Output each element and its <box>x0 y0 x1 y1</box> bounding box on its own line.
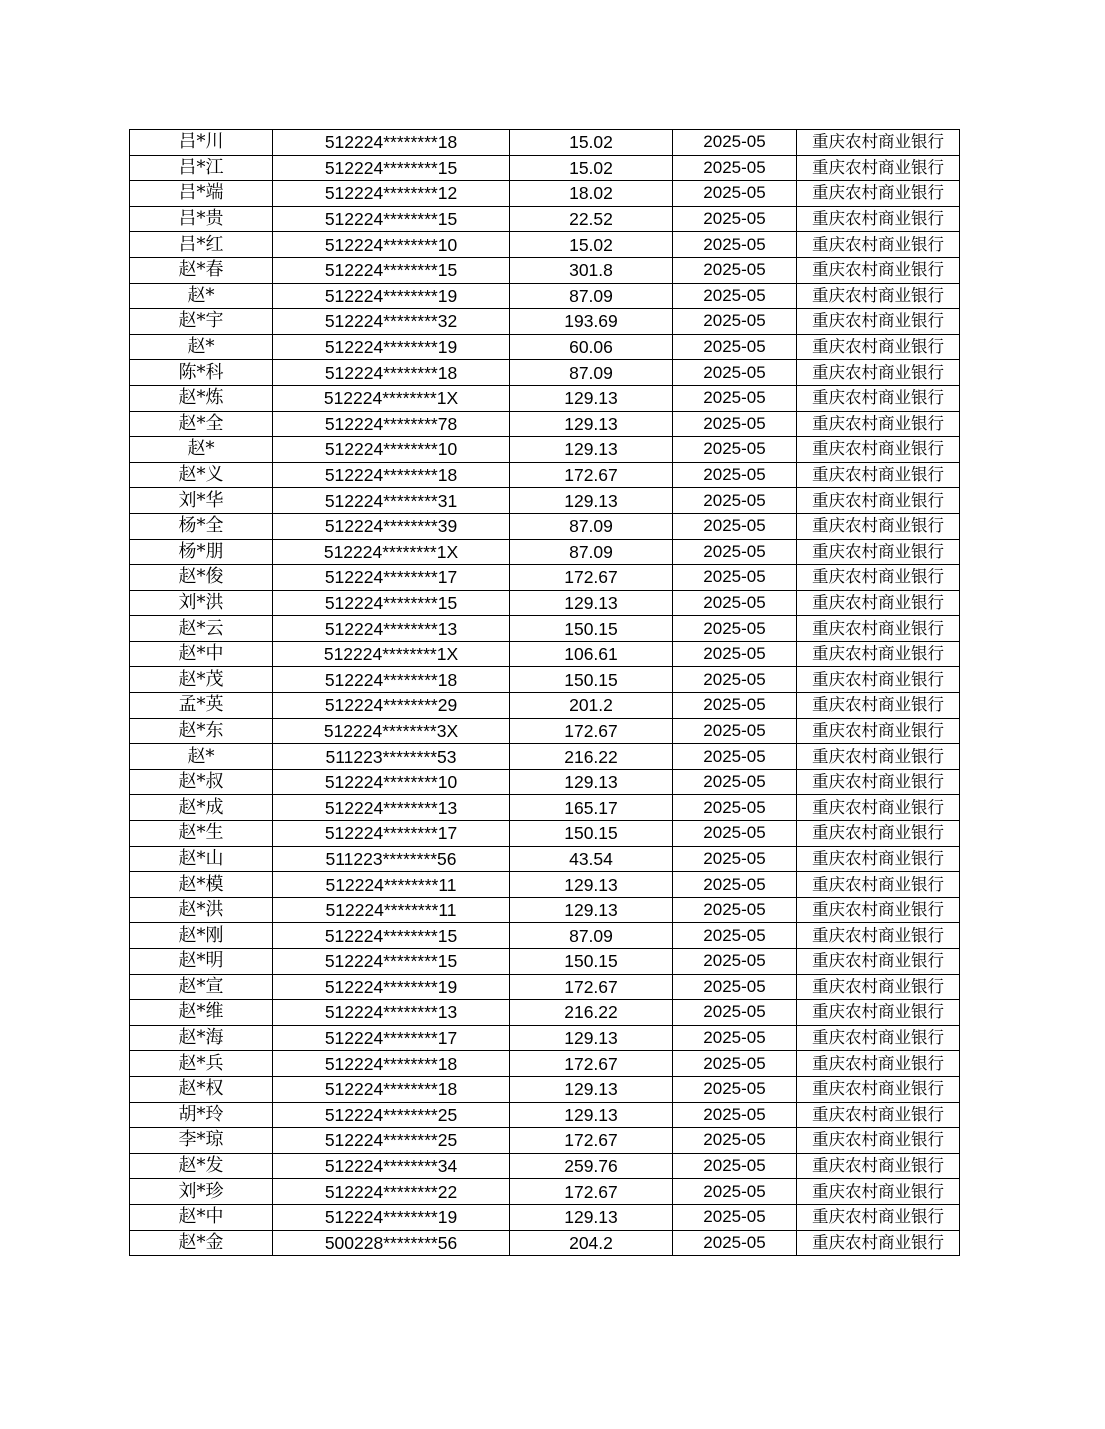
cell-bank: 重庆农村商业银行 <box>797 360 960 386</box>
cell-name: 赵*中 <box>130 641 273 667</box>
cell-id-number: 511223********53 <box>273 744 510 770</box>
cell-period: 2025-05 <box>673 821 797 847</box>
cell-period: 2025-05 <box>673 155 797 181</box>
cell-period: 2025-05 <box>673 949 797 975</box>
cell-amount: 129.13 <box>510 1102 673 1128</box>
cell-name: 赵*权 <box>130 1076 273 1102</box>
cell-amount: 150.15 <box>510 616 673 642</box>
table-row <box>130 846 960 872</box>
cell-name: 胡*玲 <box>130 1102 273 1128</box>
cell-period: 2025-05 <box>673 744 797 770</box>
cell-bank: 重庆农村商业银行 <box>797 949 960 975</box>
cell-bank: 重庆农村商业银行 <box>797 821 960 847</box>
cell-name: 孟*英 <box>130 693 273 719</box>
cell-amount: 150.15 <box>510 949 673 975</box>
cell-bank: 重庆农村商业银行 <box>797 590 960 616</box>
cell-bank: 重庆农村商业银行 <box>797 872 960 898</box>
cell-amount: 172.67 <box>510 1128 673 1154</box>
cell-id-number: 500228********56 <box>273 1230 510 1256</box>
cell-name: 吕*江 <box>130 155 273 181</box>
table-row <box>130 565 960 591</box>
subsidy-table-page <box>129 129 960 1256</box>
cell-id-number: 512224********10 <box>273 437 510 463</box>
cell-amount: 129.13 <box>510 1076 673 1102</box>
table-row <box>130 1204 960 1230</box>
cell-bank: 重庆农村商业银行 <box>797 923 960 949</box>
table-row <box>130 769 960 795</box>
cell-bank: 重庆农村商业银行 <box>797 539 960 565</box>
cell-name: 赵* <box>130 744 273 770</box>
cell-bank: 重庆农村商业银行 <box>797 1128 960 1154</box>
cell-name: 赵*金 <box>130 1230 273 1256</box>
cell-bank: 重庆农村商业银行 <box>797 155 960 181</box>
cell-period: 2025-05 <box>673 667 797 693</box>
cell-period: 2025-05 <box>673 718 797 744</box>
cell-period: 2025-05 <box>673 1128 797 1154</box>
cell-amount: 15.02 <box>510 232 673 258</box>
table-row <box>130 641 960 667</box>
cell-name: 赵*叔 <box>130 769 273 795</box>
cell-id-number: 512224********15 <box>273 206 510 232</box>
cell-bank: 重庆农村商业银行 <box>797 693 960 719</box>
cell-bank: 重庆农村商业银行 <box>797 462 960 488</box>
table-row <box>130 821 960 847</box>
cell-name: 吕*川 <box>130 130 273 156</box>
table-row <box>130 360 960 386</box>
cell-amount: 172.67 <box>510 1051 673 1077</box>
cell-period: 2025-05 <box>673 385 797 411</box>
cell-name: 赵*全 <box>130 411 273 437</box>
cell-id-number: 512224********18 <box>273 1076 510 1102</box>
cell-name: 陈*科 <box>130 360 273 386</box>
cell-amount: 129.13 <box>510 437 673 463</box>
cell-period: 2025-05 <box>673 462 797 488</box>
cell-period: 2025-05 <box>673 360 797 386</box>
table-row <box>130 1051 960 1077</box>
table-row <box>130 923 960 949</box>
cell-period: 2025-05 <box>673 974 797 1000</box>
cell-bank: 重庆农村商业银行 <box>797 385 960 411</box>
cell-amount: 87.09 <box>510 283 673 309</box>
cell-name: 杨*全 <box>130 513 273 539</box>
cell-name: 赵*海 <box>130 1025 273 1051</box>
table-row <box>130 1179 960 1205</box>
cell-amount: 150.15 <box>510 667 673 693</box>
cell-name: 赵*宇 <box>130 309 273 335</box>
cell-amount: 172.67 <box>510 718 673 744</box>
cell-period: 2025-05 <box>673 795 797 821</box>
cell-period: 2025-05 <box>673 488 797 514</box>
cell-period: 2025-05 <box>673 181 797 207</box>
cell-id-number: 512224********10 <box>273 232 510 258</box>
cell-name: 赵*成 <box>130 795 273 821</box>
cell-bank: 重庆农村商业银行 <box>797 846 960 872</box>
cell-name: 赵*茂 <box>130 667 273 693</box>
cell-name: 赵*兵 <box>130 1051 273 1077</box>
cell-bank: 重庆农村商业银行 <box>797 1102 960 1128</box>
cell-name: 赵*义 <box>130 462 273 488</box>
cell-period: 2025-05 <box>673 1204 797 1230</box>
table-row <box>130 897 960 923</box>
cell-bank: 重庆农村商业银行 <box>797 488 960 514</box>
cell-id-number: 512224********19 <box>273 334 510 360</box>
cell-amount: 15.02 <box>510 155 673 181</box>
cell-bank: 重庆农村商业银行 <box>797 1230 960 1256</box>
table-row <box>130 334 960 360</box>
cell-name: 赵*刚 <box>130 923 273 949</box>
cell-id-number: 511223********56 <box>273 846 510 872</box>
cell-id-number: 512224********25 <box>273 1102 510 1128</box>
cell-amount: 301.8 <box>510 257 673 283</box>
table-row <box>130 1000 960 1026</box>
table-row <box>130 181 960 207</box>
cell-amount: 129.13 <box>510 385 673 411</box>
cell-amount: 87.09 <box>510 539 673 565</box>
table-row <box>130 590 960 616</box>
cell-amount: 87.09 <box>510 360 673 386</box>
cell-id-number: 512224********13 <box>273 616 510 642</box>
cell-name: 吕*贵 <box>130 206 273 232</box>
cell-bank: 重庆农村商业银行 <box>797 1076 960 1102</box>
cell-amount: 172.67 <box>510 974 673 1000</box>
cell-id-number: 512224********31 <box>273 488 510 514</box>
table-row <box>130 437 960 463</box>
cell-id-number: 512224********29 <box>273 693 510 719</box>
cell-period: 2025-05 <box>673 1025 797 1051</box>
cell-id-number: 512224********78 <box>273 411 510 437</box>
cell-name: 赵*明 <box>130 949 273 975</box>
cell-amount: 129.13 <box>510 1025 673 1051</box>
table-row <box>130 974 960 1000</box>
cell-bank: 重庆农村商业银行 <box>797 795 960 821</box>
cell-amount: 60.06 <box>510 334 673 360</box>
cell-amount: 129.13 <box>510 411 673 437</box>
cell-id-number: 512224********18 <box>273 360 510 386</box>
table-row <box>130 257 960 283</box>
cell-bank: 重庆农村商业银行 <box>797 616 960 642</box>
cell-name: 赵* <box>130 437 273 463</box>
cell-id-number: 512224********12 <box>273 181 510 207</box>
cell-bank: 重庆农村商业银行 <box>797 744 960 770</box>
table-row <box>130 513 960 539</box>
table-row <box>130 667 960 693</box>
cell-id-number: 512224********10 <box>273 769 510 795</box>
table-body <box>130 130 960 1256</box>
cell-amount: 193.69 <box>510 309 673 335</box>
cell-period: 2025-05 <box>673 257 797 283</box>
cell-bank: 重庆农村商业银行 <box>797 565 960 591</box>
cell-id-number: 512224********13 <box>273 1000 510 1026</box>
cell-bank: 重庆农村商业银行 <box>797 641 960 667</box>
cell-bank: 重庆农村商业银行 <box>797 437 960 463</box>
cell-id-number: 512224********15 <box>273 257 510 283</box>
table-row <box>130 1153 960 1179</box>
cell-name: 刘*华 <box>130 488 273 514</box>
cell-id-number: 512224********18 <box>273 667 510 693</box>
cell-amount: 216.22 <box>510 1000 673 1026</box>
table-row <box>130 488 960 514</box>
cell-amount: 129.13 <box>510 590 673 616</box>
cell-id-number: 512224********17 <box>273 821 510 847</box>
cell-name: 赵*春 <box>130 257 273 283</box>
cell-id-number: 512224********17 <box>273 565 510 591</box>
cell-bank: 重庆农村商业银行 <box>797 897 960 923</box>
cell-period: 2025-05 <box>673 923 797 949</box>
cell-amount: 259.76 <box>510 1153 673 1179</box>
cell-id-number: 512224********32 <box>273 309 510 335</box>
cell-amount: 129.13 <box>510 1204 673 1230</box>
cell-bank: 重庆农村商业银行 <box>797 1204 960 1230</box>
cell-bank: 重庆农村商业银行 <box>797 181 960 207</box>
cell-id-number: 512224********15 <box>273 923 510 949</box>
cell-bank: 重庆农村商业银行 <box>797 1179 960 1205</box>
cell-amount: 216.22 <box>510 744 673 770</box>
cell-period: 2025-05 <box>673 1153 797 1179</box>
table-row <box>130 206 960 232</box>
cell-amount: 43.54 <box>510 846 673 872</box>
cell-id-number: 512224********39 <box>273 513 510 539</box>
cell-name: 赵*中 <box>130 1204 273 1230</box>
cell-id-number: 512224********19 <box>273 974 510 1000</box>
cell-bank: 重庆农村商业银行 <box>797 283 960 309</box>
cell-period: 2025-05 <box>673 565 797 591</box>
table-row <box>130 155 960 181</box>
cell-id-number: 512224********15 <box>273 155 510 181</box>
cell-name: 赵*宣 <box>130 974 273 1000</box>
cell-amount: 172.67 <box>510 565 673 591</box>
cell-period: 2025-05 <box>673 1000 797 1026</box>
cell-id-number: 512224********22 <box>273 1179 510 1205</box>
cell-amount: 129.13 <box>510 769 673 795</box>
cell-name: 赵*维 <box>130 1000 273 1026</box>
cell-id-number: 512224********1X <box>273 641 510 667</box>
cell-name: 吕*端 <box>130 181 273 207</box>
cell-period: 2025-05 <box>673 1102 797 1128</box>
cell-name: 赵*俊 <box>130 565 273 591</box>
cell-amount: 129.13 <box>510 872 673 898</box>
cell-amount: 129.13 <box>510 897 673 923</box>
table-row <box>130 718 960 744</box>
cell-period: 2025-05 <box>673 1076 797 1102</box>
cell-period: 2025-05 <box>673 437 797 463</box>
table-row <box>130 309 960 335</box>
cell-bank: 重庆农村商业银行 <box>797 1000 960 1026</box>
cell-period: 2025-05 <box>673 283 797 309</box>
cell-amount: 87.09 <box>510 923 673 949</box>
cell-name: 吕*红 <box>130 232 273 258</box>
cell-bank: 重庆农村商业银行 <box>797 974 960 1000</box>
cell-bank: 重庆农村商业银行 <box>797 1051 960 1077</box>
cell-id-number: 512224********34 <box>273 1153 510 1179</box>
table-row <box>130 385 960 411</box>
cell-name: 赵*东 <box>130 718 273 744</box>
cell-id-number: 512224********17 <box>273 1025 510 1051</box>
table-row <box>130 872 960 898</box>
table-row <box>130 1102 960 1128</box>
cell-id-number: 512224********15 <box>273 590 510 616</box>
cell-bank: 重庆农村商业银行 <box>797 130 960 156</box>
cell-period: 2025-05 <box>673 309 797 335</box>
cell-amount: 165.17 <box>510 795 673 821</box>
subsidy-table <box>129 129 960 1256</box>
table-row <box>130 795 960 821</box>
cell-period: 2025-05 <box>673 616 797 642</box>
cell-id-number: 512224********19 <box>273 283 510 309</box>
table-row <box>130 539 960 565</box>
cell-id-number: 512224********3X <box>273 718 510 744</box>
cell-id-number: 512224********18 <box>273 130 510 156</box>
cell-id-number: 512224********18 <box>273 1051 510 1077</box>
cell-period: 2025-05 <box>673 897 797 923</box>
cell-period: 2025-05 <box>673 1051 797 1077</box>
table-row <box>130 1230 960 1256</box>
cell-name: 刘*珍 <box>130 1179 273 1205</box>
cell-amount: 201.2 <box>510 693 673 719</box>
cell-bank: 重庆农村商业银行 <box>797 334 960 360</box>
cell-period: 2025-05 <box>673 1179 797 1205</box>
cell-bank: 重庆农村商业银行 <box>797 1153 960 1179</box>
cell-bank: 重庆农村商业银行 <box>797 513 960 539</box>
cell-amount: 18.02 <box>510 181 673 207</box>
cell-bank: 重庆农村商业银行 <box>797 257 960 283</box>
cell-name: 赵* <box>130 283 273 309</box>
cell-name: 赵*模 <box>130 872 273 898</box>
cell-bank: 重庆农村商业银行 <box>797 667 960 693</box>
cell-name: 李*琼 <box>130 1128 273 1154</box>
cell-bank: 重庆农村商业银行 <box>797 1025 960 1051</box>
cell-name: 赵*云 <box>130 616 273 642</box>
cell-id-number: 512224********13 <box>273 795 510 821</box>
cell-amount: 150.15 <box>510 821 673 847</box>
cell-amount: 22.52 <box>510 206 673 232</box>
cell-name: 赵*炼 <box>130 385 273 411</box>
cell-bank: 重庆农村商业银行 <box>797 232 960 258</box>
cell-period: 2025-05 <box>673 872 797 898</box>
cell-bank: 重庆农村商业银行 <box>797 309 960 335</box>
cell-bank: 重庆农村商业银行 <box>797 718 960 744</box>
cell-id-number: 512224********1X <box>273 385 510 411</box>
cell-name: 刘*洪 <box>130 590 273 616</box>
cell-period: 2025-05 <box>673 206 797 232</box>
cell-amount: 129.13 <box>510 488 673 514</box>
cell-amount: 15.02 <box>510 130 673 156</box>
cell-period: 2025-05 <box>673 232 797 258</box>
table-row <box>130 1128 960 1154</box>
cell-id-number: 512224********25 <box>273 1128 510 1154</box>
table-row <box>130 1076 960 1102</box>
table-row <box>130 744 960 770</box>
cell-period: 2025-05 <box>673 590 797 616</box>
cell-name: 赵*发 <box>130 1153 273 1179</box>
cell-amount: 172.67 <box>510 462 673 488</box>
cell-period: 2025-05 <box>673 513 797 539</box>
cell-period: 2025-05 <box>673 641 797 667</box>
table-row <box>130 232 960 258</box>
cell-name: 赵* <box>130 334 273 360</box>
table-row <box>130 616 960 642</box>
cell-period: 2025-05 <box>673 693 797 719</box>
cell-period: 2025-05 <box>673 411 797 437</box>
cell-id-number: 512224********11 <box>273 897 510 923</box>
cell-id-number: 512224********18 <box>273 462 510 488</box>
cell-name: 赵*洪 <box>130 897 273 923</box>
cell-period: 2025-05 <box>673 769 797 795</box>
cell-id-number: 512224********15 <box>273 949 510 975</box>
cell-period: 2025-05 <box>673 539 797 565</box>
cell-amount: 172.67 <box>510 1179 673 1205</box>
cell-id-number: 512224********19 <box>273 1204 510 1230</box>
cell-name: 赵*山 <box>130 846 273 872</box>
table-row <box>130 411 960 437</box>
cell-id-number: 512224********1X <box>273 539 510 565</box>
cell-bank: 重庆农村商业银行 <box>797 411 960 437</box>
cell-amount: 106.61 <box>510 641 673 667</box>
cell-bank: 重庆农村商业银行 <box>797 206 960 232</box>
cell-amount: 87.09 <box>510 513 673 539</box>
cell-name: 杨*朋 <box>130 539 273 565</box>
cell-period: 2025-05 <box>673 334 797 360</box>
cell-period: 2025-05 <box>673 130 797 156</box>
cell-amount: 204.2 <box>510 1230 673 1256</box>
cell-period: 2025-05 <box>673 1230 797 1256</box>
cell-bank: 重庆农村商业银行 <box>797 769 960 795</box>
table-row <box>130 130 960 156</box>
table-row <box>130 462 960 488</box>
table-row <box>130 283 960 309</box>
cell-period: 2025-05 <box>673 846 797 872</box>
table-row <box>130 693 960 719</box>
table-row <box>130 949 960 975</box>
table-row <box>130 1025 960 1051</box>
cell-name: 赵*生 <box>130 821 273 847</box>
cell-id-number: 512224********11 <box>273 872 510 898</box>
